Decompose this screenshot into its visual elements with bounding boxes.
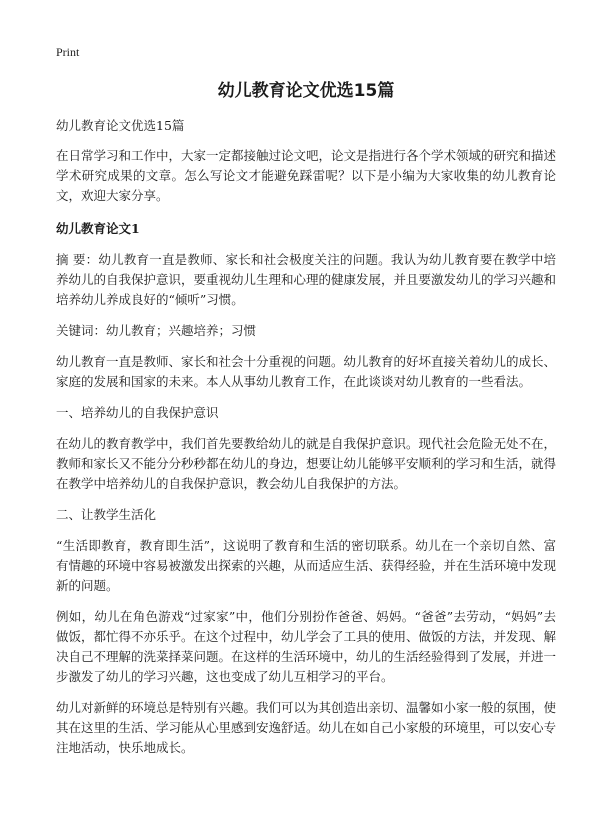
document-subtitle: 幼儿教育论文优选15篇: [56, 118, 185, 133]
heading-self-protection: 一、培养幼儿的自我保护意识: [56, 405, 219, 420]
intro-paragraph: 在日常学习和工作中，大家一定都接触过论文吧，论文是指进行各个学术领域的研究和描述学术研究成果的文章。怎么写论文才能避免踩雷呢？以下是小编为大家收集的幼儿教育论文，欢迎大家分享。: [56, 148, 557, 203]
section-title: 幼儿教育论文1: [56, 221, 140, 236]
heading-life-teaching: 二、让教学生活化: [56, 507, 157, 522]
abstract-paragraph: 摘 要：幼儿教育一直是教师、家长和社会极度关注的问题。我认为幼儿教育要在教学中培养幼儿的自我保护意识，要重视幼儿生理和心理的健康发展，并且要激发幼儿的学习兴趣和培养幼儿养成良好的“倾听”习惯。: [56, 252, 557, 307]
body-paragraph-4: 例如，幼儿在角色游戏“过家家”中，他们分别扮作爸爸、妈妈。“爸爸”去劳动，“妈妈”去做饭，都忙得不亦乐乎。在这个过程中，幼儿学会了工具的使用、做饭的方法，并发现、解决自己不理解的洗菜择菜问题。在这样的生活环境中，幼儿的生活经验得到了发展，并进一步激发了幼儿的学习兴趣，这也变成了幼儿互相学习的平台。: [56, 609, 557, 684]
keywords-line: 关键词：幼儿教育；兴趣培养；习惯: [56, 323, 257, 338]
body-paragraph-1: 幼儿教育一直是教师、家长和社会十分重视的问题。幼儿教育的好坏直接关着幼儿的成长、家庭的发展和国家的未来。本人从事幼儿教育工作，在此谈谈对幼儿教育的一些看法。: [56, 354, 557, 389]
body-paragraph-3: “生活即教育，教育即生活”，这说明了教育和生活的密切联系。幼儿在一个亲切自然、富有情趣的环境中容易被激发出探索的兴趣，从而适应生活、获得经验，并在生活环境中发现新的问题。: [56, 538, 557, 593]
body-paragraph-5: 幼儿对新鲜的环境总是特别有兴趣。我们可以为其创造出亲切、温馨如小家一般的氛围，使其在这里的生活、学习能从心里感到安逸舒适。幼儿在如自己小家般的环境里，可以安心专注地活动，快乐地成长。: [56, 700, 557, 755]
print-link[interactable]: Print: [56, 45, 80, 59]
page-title: 幼儿教育论文优选15篇: [217, 81, 395, 101]
body-paragraph-2: 在幼儿的教育教学中，我们首先要教给幼儿的就是自我保护意识。现代社会危险无处不在，教师和家长又不能分分秒秒都在幼儿的身边，想要让幼儿能够平安顺利的学习和生活，就得在教学中培养幼儿的自我保护意识，教会幼儿自我保护的方法。: [56, 436, 557, 491]
